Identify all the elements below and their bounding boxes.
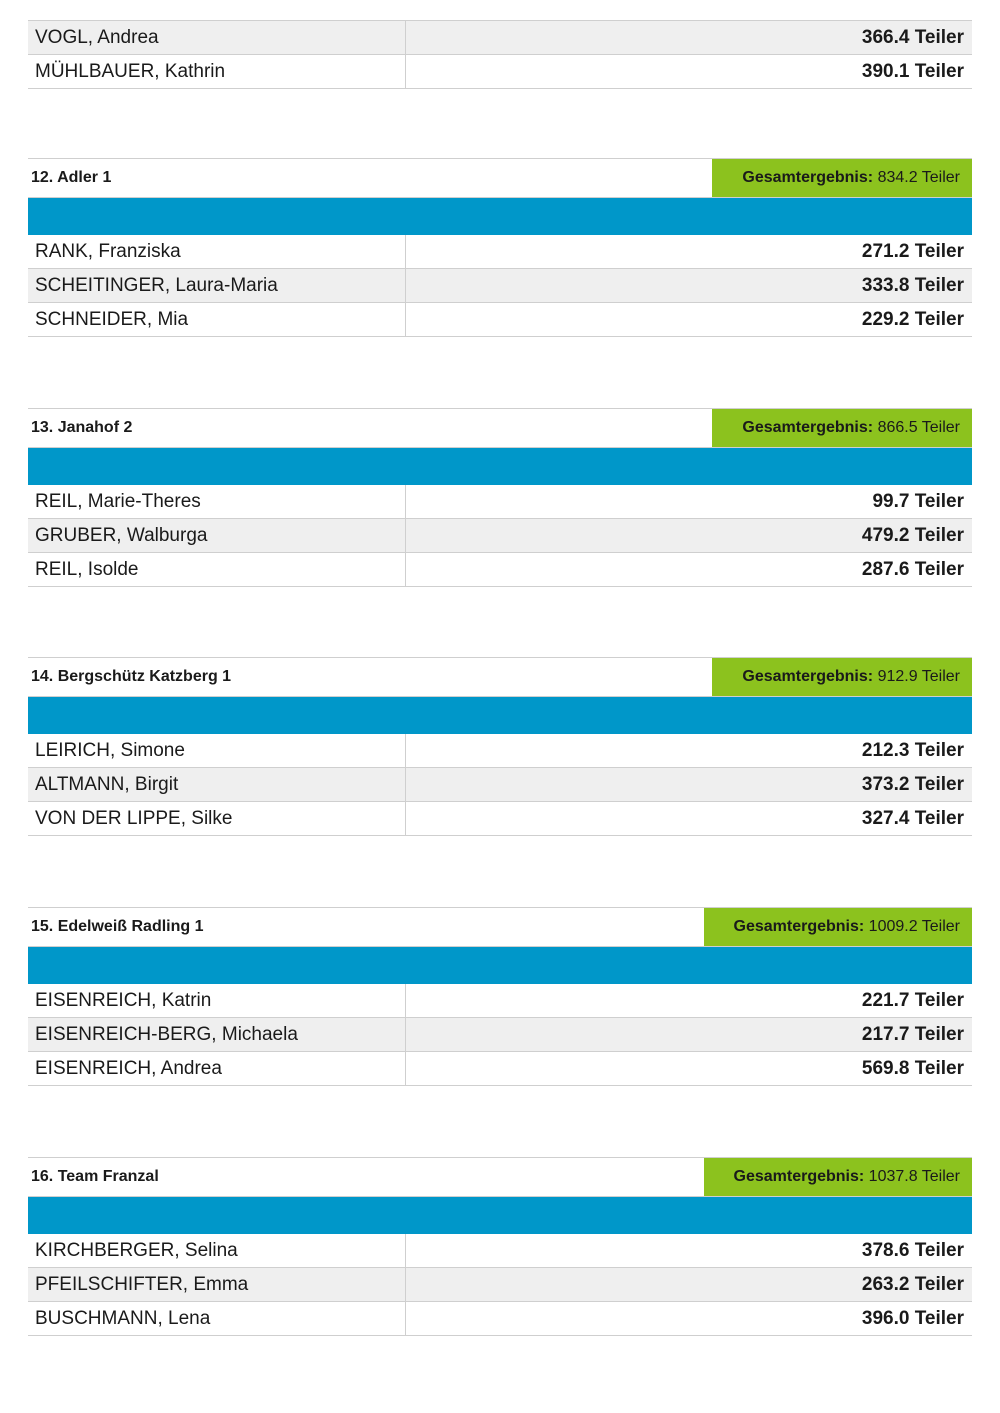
table-row	[28, 734, 972, 768]
partial-team-table	[28, 20, 972, 89]
shooter-name: REIL, Marie-Theres	[28, 485, 406, 518]
team-header	[28, 1157, 972, 1196]
header-bar	[28, 946, 972, 984]
team-header	[28, 657, 972, 696]
team-total	[704, 908, 973, 946]
shooter-name: SCHNEIDER, Mia	[28, 303, 406, 336]
shooter-name: SCHEITINGER, Laura-Maria	[28, 269, 406, 302]
total-label: Gesamtergebnis:	[742, 169, 874, 186]
shooter-result: 217.7 Teiler	[861, 1024, 964, 1045]
total-value: 866.5 Teiler	[877, 419, 960, 436]
shooter-result: 390.1 Teiler	[861, 61, 964, 82]
shooter-name: REIL, Isolde	[28, 553, 406, 586]
total-value: 834.2 Teiler	[877, 169, 960, 186]
total-label: Gesamtergebnis:	[733, 1168, 865, 1185]
team-table	[28, 158, 972, 337]
shooter-result: 221.7 Teiler	[861, 990, 964, 1011]
shooter-result: 569.8 Teiler	[861, 1058, 964, 1079]
shooter-result: 229.2 Teiler	[861, 309, 964, 330]
shooter-name: EISENREICH, Andrea	[28, 1052, 406, 1085]
table-row	[28, 984, 972, 1018]
shooter-name: ALTMANN, Birgit	[28, 768, 406, 801]
team-total	[704, 1158, 973, 1196]
header-bar	[28, 197, 972, 235]
shooter-name: MÜHLBAUER, Kathrin	[28, 55, 406, 88]
header-bar	[28, 696, 972, 734]
shooter-result: 271.2 Teiler	[861, 241, 964, 262]
shooter-result: 378.6 Teiler	[861, 1240, 964, 1261]
table-row	[28, 1052, 972, 1086]
total-label: Gesamtergebnis:	[733, 918, 865, 935]
header-bar	[28, 1196, 972, 1234]
team-total	[712, 409, 972, 447]
table-row	[28, 553, 972, 587]
shooter-name: LEIRICH, Simone	[28, 734, 406, 767]
shooter-result: 327.4 Teiler	[861, 808, 964, 829]
team-title: 15. Edelweiß Radling 1	[31, 918, 204, 935]
shooter-name: VON DER LIPPE, Silke	[28, 802, 406, 835]
shooter-name: GRUBER, Walburga	[28, 519, 406, 552]
shooter-name: RANK, Franziska	[28, 235, 406, 268]
shooter-name: KIRCHBERGER, Selina	[28, 1234, 406, 1267]
team-title: 16. Team Franzal	[31, 1168, 159, 1185]
team-table	[28, 1157, 972, 1336]
team-title: 13. Janahof 2	[31, 419, 133, 436]
total-value: 1037.8 Teiler	[868, 1168, 960, 1185]
shooter-result: 212.3 Teiler	[861, 740, 964, 761]
team-total	[712, 159, 972, 197]
shooter-result: 373.2 Teiler	[861, 774, 964, 795]
shooter-name: VOGL, Andrea	[28, 21, 406, 54]
shooter-result: 263.2 Teiler	[861, 1274, 964, 1295]
shooter-result: 333.8 Teiler	[861, 275, 964, 296]
table-row	[28, 303, 972, 337]
table-row	[28, 519, 972, 553]
total-value: 1009.2 Teiler	[868, 918, 960, 935]
team-table	[28, 408, 972, 587]
team-table	[28, 907, 972, 1086]
total-label: Gesamtergebnis:	[742, 668, 874, 685]
team-table	[28, 657, 972, 836]
header-bar	[28, 447, 972, 485]
table-row	[28, 1018, 972, 1052]
shooter-result: 396.0 Teiler	[861, 1308, 964, 1329]
team-title: 12. Adler 1	[31, 169, 112, 186]
shooter-name: EISENREICH, Katrin	[28, 984, 406, 1017]
shooter-result: 366.4 Teiler	[861, 27, 964, 48]
team-header	[28, 158, 972, 197]
table-row	[28, 802, 972, 836]
team-header	[28, 408, 972, 447]
shooter-name: EISENREICH-BERG, Michaela	[28, 1018, 406, 1051]
table-row	[28, 21, 972, 55]
table-row	[28, 235, 972, 269]
table-row	[28, 768, 972, 802]
table-row	[28, 1268, 972, 1302]
team-title: 14. Bergschütz Katzberg 1	[31, 668, 232, 685]
total-value: 912.9 Teiler	[877, 668, 960, 685]
shooter-result: 479.2 Teiler	[861, 525, 964, 546]
team-total	[712, 658, 972, 696]
table-row	[28, 55, 972, 89]
table-row	[28, 1234, 972, 1268]
total-label: Gesamtergebnis:	[742, 419, 874, 436]
table-row	[28, 1302, 972, 1336]
table-row	[28, 269, 972, 303]
team-header	[28, 907, 972, 946]
shooter-name: PFEILSCHIFTER, Emma	[28, 1268, 406, 1301]
shooter-result: 99.7 Teiler	[872, 491, 964, 512]
shooter-result: 287.6 Teiler	[861, 559, 964, 580]
shooter-name: BUSCHMANN, Lena	[28, 1302, 406, 1335]
table-row	[28, 485, 972, 519]
